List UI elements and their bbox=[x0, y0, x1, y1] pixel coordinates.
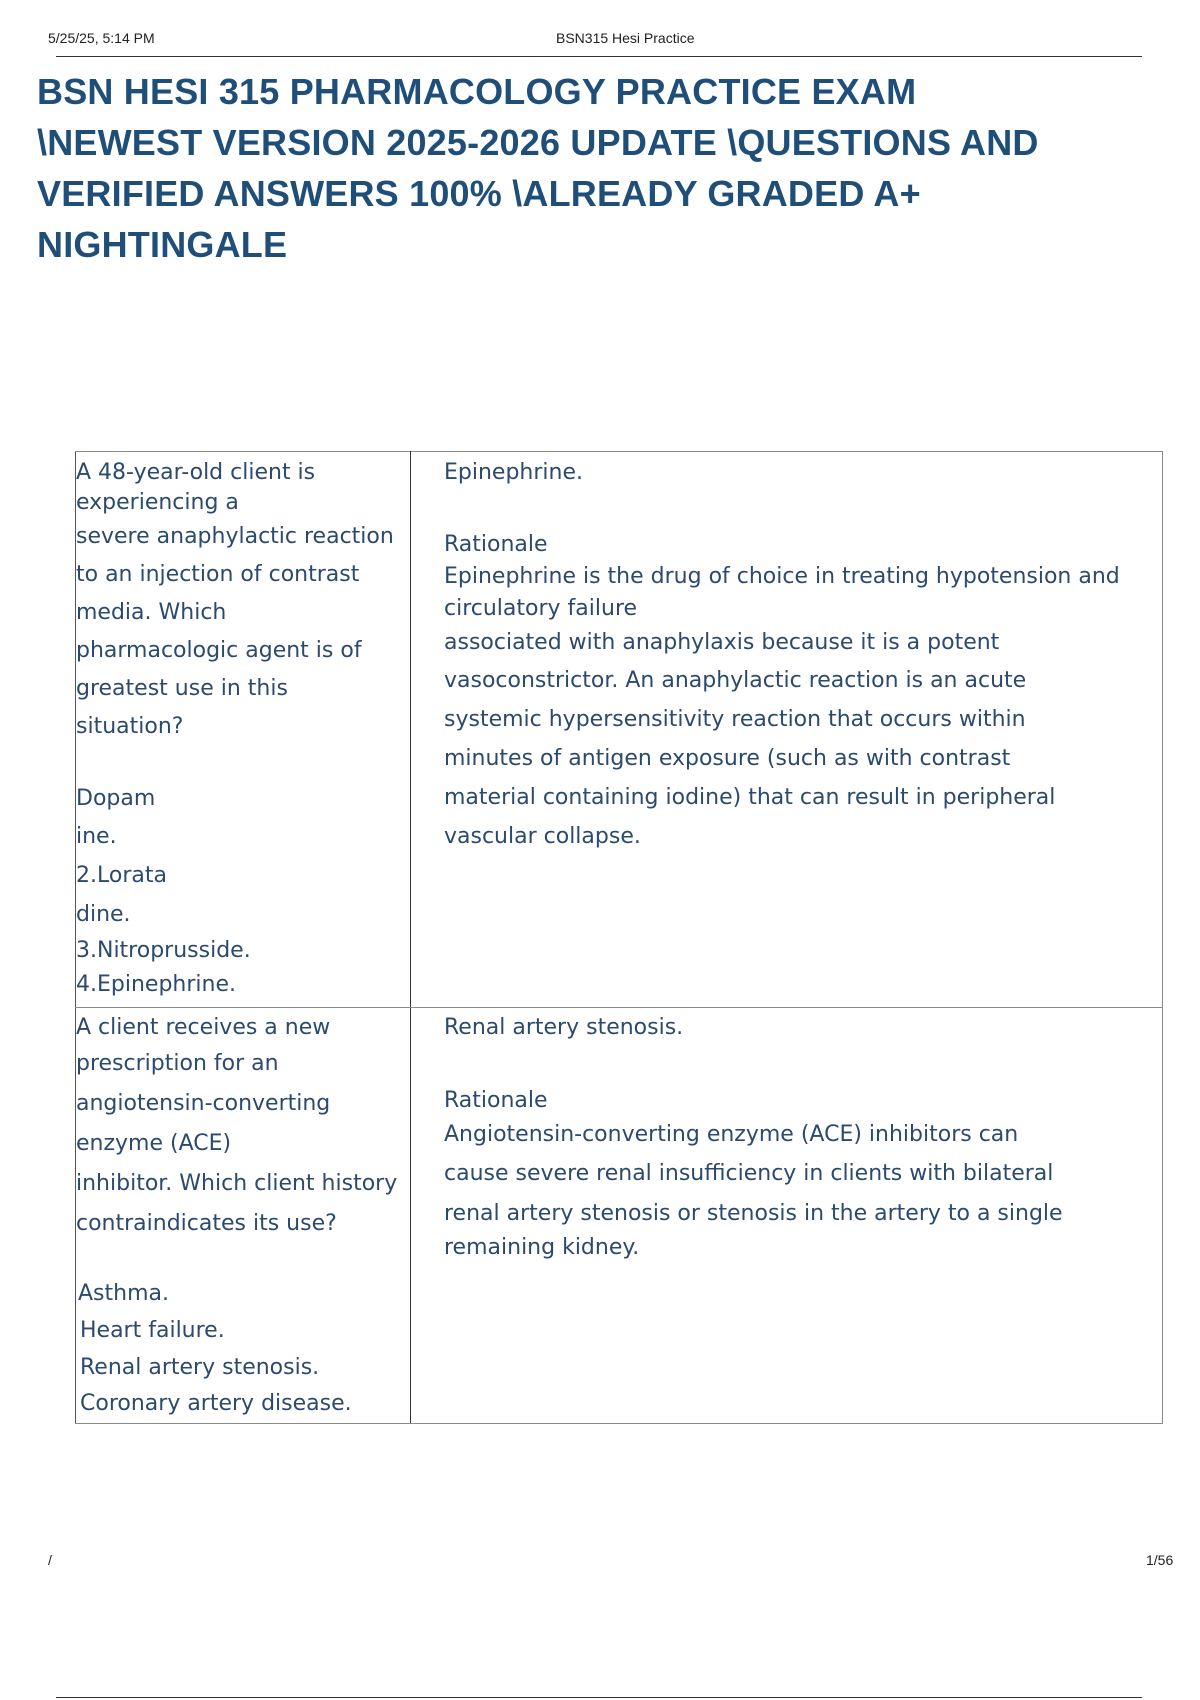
title-line: VERIFIED ANSWERS 100% \ALREADY GRADED A+ bbox=[37, 173, 921, 214]
title-line: NIGHTINGALE bbox=[37, 224, 288, 265]
rationale-line: systemic hypersensitivity reaction that occurs within bbox=[444, 707, 1026, 732]
question-line: to an injection of contrast bbox=[76, 562, 360, 587]
question-cell bbox=[76, 452, 411, 1008]
rationale-line: Epinephrine is the drug of choice in treating hypotension and bbox=[444, 564, 1120, 589]
option-line: dine. bbox=[76, 902, 131, 927]
footer-divider bbox=[56, 1697, 1142, 1698]
header-divider bbox=[56, 56, 1142, 57]
rationale-line: associated with anaphylaxis because it is a potent bbox=[444, 630, 1000, 655]
question-line: media. Which bbox=[76, 600, 227, 625]
footer-url-mark: / bbox=[48, 1552, 52, 1568]
question-line: inhibitor. Which client history bbox=[76, 1171, 398, 1196]
rationale-line: vasoconstrictor. An anaphylactic reaction is an acute bbox=[444, 668, 1027, 693]
question-line: situation? bbox=[76, 714, 184, 739]
answer-text: Epinephrine. bbox=[444, 460, 583, 485]
option-line: Coronary artery disease. bbox=[80, 1391, 352, 1416]
question-line: enzyme (ACE) bbox=[76, 1131, 232, 1156]
question-line: experiencing a bbox=[76, 490, 239, 515]
rationale-line: circulatory failure bbox=[444, 596, 638, 621]
header-document-name: BSN315 Hesi Practice bbox=[556, 30, 695, 46]
question-line: pharmacologic agent is of bbox=[76, 638, 362, 663]
rationale-line: material containing iodine) that can result in peripheral bbox=[444, 785, 1056, 810]
option-line: Asthma. bbox=[78, 1281, 169, 1306]
question-line: contraindicates its use? bbox=[76, 1211, 337, 1236]
answer-text: Renal artery stenosis. bbox=[444, 1015, 684, 1040]
question-line: A client receives a new bbox=[76, 1015, 331, 1040]
option-line: ine. bbox=[76, 824, 117, 849]
question-line: severe anaphylactic reaction bbox=[76, 524, 394, 549]
rationale-line: Angiotensin-converting enzyme (ACE) inhibitors can bbox=[444, 1122, 1019, 1147]
rationale-label: Rationale bbox=[444, 532, 548, 557]
question-cell bbox=[76, 1008, 411, 1424]
rationale-line: vascular collapse. bbox=[444, 824, 641, 849]
rationale-line: renal artery stenosis or stenosis in the artery to a single bbox=[444, 1201, 1063, 1226]
rationale-line: cause severe renal insufficiency in clients with bilateral bbox=[444, 1161, 1054, 1186]
header-datetime: 5/25/25, 5:14 PM bbox=[48, 30, 155, 46]
answer-cell bbox=[411, 1008, 1163, 1424]
rationale-line: remaining kidney. bbox=[444, 1235, 640, 1260]
flashcard-table bbox=[75, 451, 1163, 1424]
document-title bbox=[37, 66, 1177, 270]
option-line: Renal artery stenosis. bbox=[80, 1355, 320, 1380]
option-line: Dopam bbox=[76, 786, 156, 811]
title-line: \NEWEST VERSION 2025-2026 UPDATE \QUESTIONS AND bbox=[37, 122, 1039, 163]
option-line: Heart failure. bbox=[80, 1318, 225, 1343]
option-line: 3.Nitroprusside. bbox=[76, 938, 251, 963]
rationale-label: Rationale bbox=[444, 1088, 548, 1113]
question-line: prescription for an bbox=[76, 1051, 279, 1076]
question-line: greatest use in this bbox=[76, 676, 288, 701]
title-line: BSN HESI 315 PHARMACOLOGY PRACTICE EXAM bbox=[37, 71, 917, 112]
table-row bbox=[76, 1008, 1163, 1424]
answer-cell bbox=[411, 452, 1163, 1008]
rationale-line: minutes of antigen exposure (such as with contrast bbox=[444, 746, 1011, 771]
option-line: 2.Lorata bbox=[76, 863, 167, 888]
option-line: 4.Epinephrine. bbox=[76, 972, 236, 997]
page-number: 1/56 bbox=[1146, 1552, 1174, 1568]
question-line: A 48-year-old client is bbox=[76, 460, 316, 485]
question-line: angiotensin-converting bbox=[76, 1091, 331, 1116]
table-row bbox=[76, 452, 1163, 1008]
